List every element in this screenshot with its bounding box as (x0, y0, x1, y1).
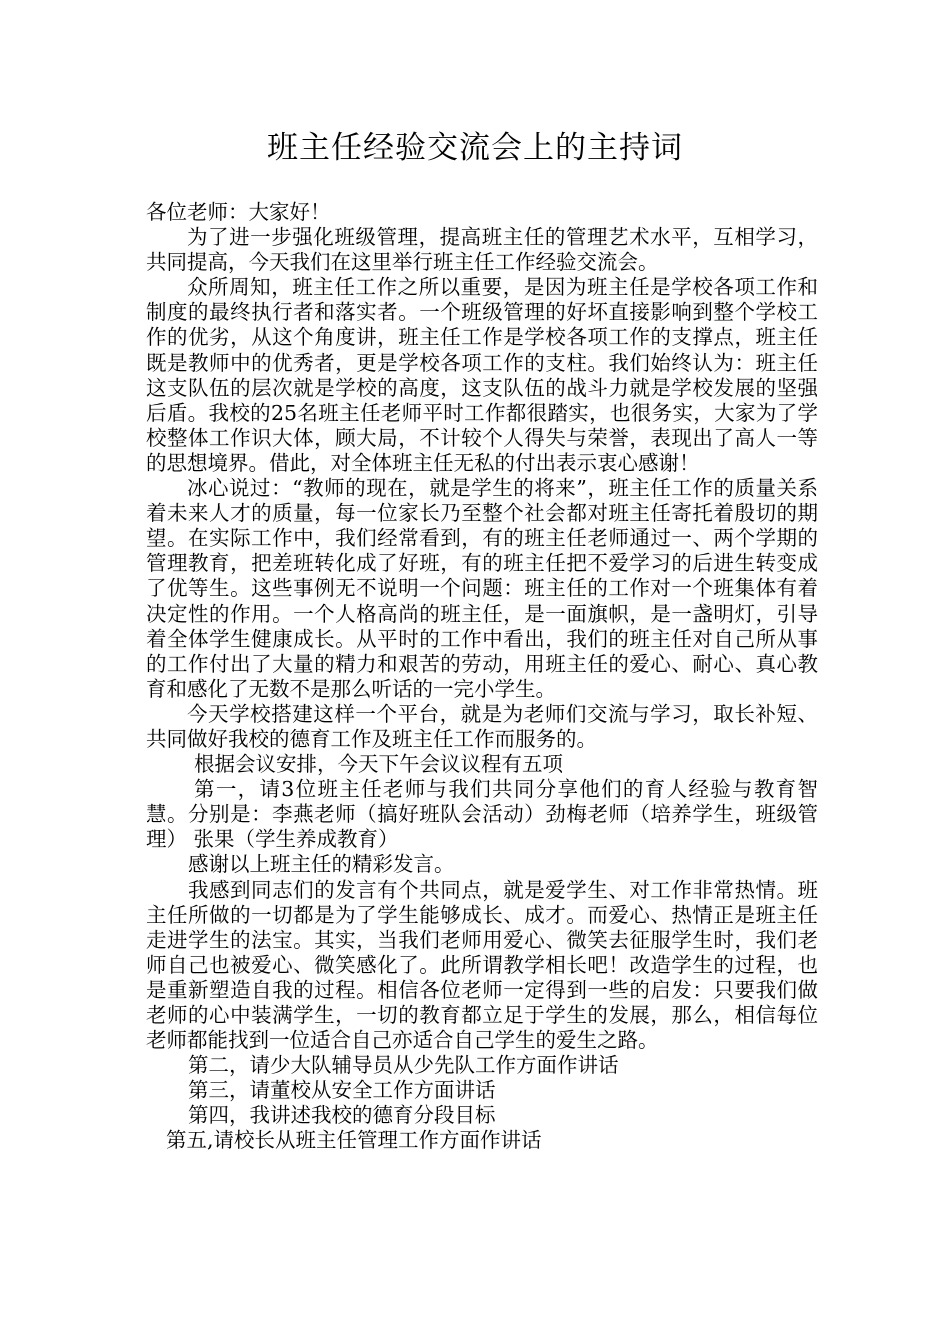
paragraph: 第二，请少大队辅导员从少先队工作方面作讲话 (188, 1053, 619, 1078)
paragraph: 冰心说过：“教师的现在，就是学生的将来”，班主任工作的质量关系着未来人才的质量，每一位家长乃至整个社会都对班主任寄托着殷切的期望。在实际工作中，我们经常看到，有的班主任老师通过一、两个学期的管理教育，把差班转化成了好班，有的班主任把不爱学习的后进生转变成了优等生。这些事例无不说明一个问题：班主任的工作对一个班集体有着决定性的作用。一个人格高尚的班主任，是一面旗帜，是一盏明灯，引导着全体学生健康成长。从平时的工作中看出，我们的班主任对自己所从事的工作付出了大量的精力和艰苦的劳动，用班主任的爱心、耐心、真心教育和感化了无数不是那么听话的一完小学生。 (146, 476, 818, 701)
document-body (146, 200, 818, 1154)
paragraph: 第三，请董校从安全工作方面讲话 (188, 1078, 496, 1103)
paragraph: 感谢以上班主任的精彩发言。 (188, 852, 455, 877)
paragraph: 为了进一步强化班级管理，提高班主任的管理艺术水平，互相学习，共同提高，今天我们在这里举行班主任工作经验交流会。 (146, 225, 818, 275)
paragraph: 第五,请校长从班主任管理工作方面作讲话 (166, 1128, 542, 1153)
paragraph: 第四，我讲述我校的德育分段目标 (188, 1103, 496, 1128)
paragraph: 众所周知，班主任工作之所以重要，是因为班主任是学校各项工作和制度的最终执行者和落实者。一个班级管理的好坏直接影响到整个学校工作的优劣，从这个角度讲，班主任工作是学校各项工作的支撑点，班主任既是教师中的优秀者，更是学校各项工作的支柱。我们始终认为：班主任这支队伍的层次就是学校的高度，这支队伍的战斗力就是学校发展的坚强后盾。我校的25名班主任老师平时工作都很踏实，也很务实，大家为了学校整体工作识大体，顾大局，不计较个人得失与荣誉，表现出了高人一等的思想境界。借此，对全体班主任无私的付出表示衷心感谢！ (146, 275, 818, 475)
paragraph: 各位老师：大家好！ (146, 200, 331, 224)
paragraph: 今天学校搭建这样一个平台，就是为老师们交流与学习，取长补短、共同做好我校的德育工作及班主任工作而服务的。 (146, 701, 818, 751)
document-title: 班主任经验交流会上的主持词 (267, 130, 683, 166)
paragraph: 第一，请3位班主任老师与我们共同分享他们的育人经验与教育智慧。分别是：李燕老师（搞好班队会活动）劲梅老师（培养学生，班级管理） 张果（学生养成教育） (146, 777, 818, 852)
paragraph: 根据会议安排，今天下午会议议程有五项 (194, 752, 563, 777)
paragraph: 我感到同志们的发言有个共同点，就是爱学生、对工作非常热情。班主任所做的一切都是为了学生能够成长、成才。而爱心、热情正是班主任走进学生的法宝。其实，当我们老师用爱心、微笑去征服学生时，我们老师自己也被爱心、微笑感化了。此所谓教学相长吧！改造学生的过程，也是重新塑造自我的过程。相信各位老师一定得到一些的启发：只要我们做老师的心中装满学生，一切的教育都立足于学生的发展，那么，相信每位老师都能找到一位适合自己亦适合自己学生的爱生之路。 (146, 877, 818, 1053)
